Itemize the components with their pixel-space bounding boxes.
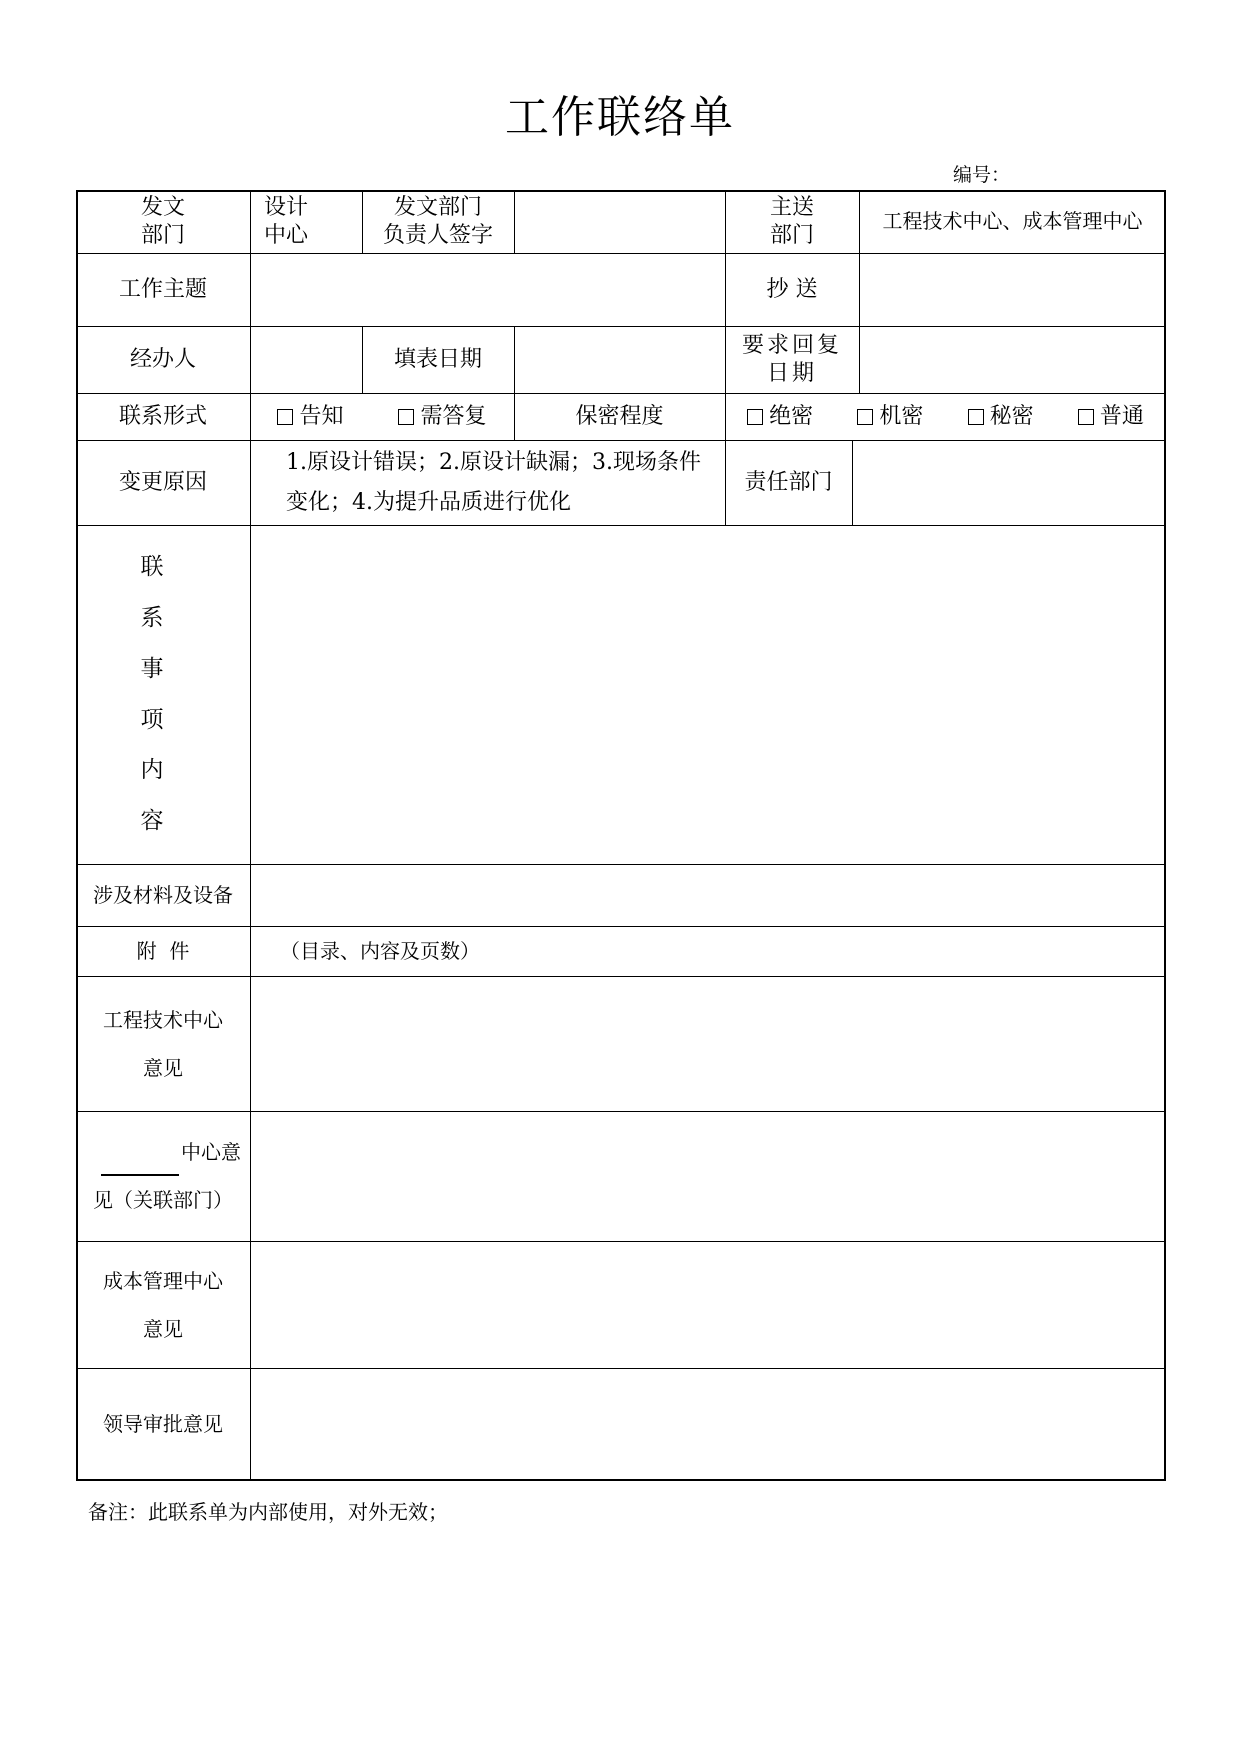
page-title: 工作联络单 [505,92,735,143]
related-center-opinion-field[interactable] [250,1111,1166,1241]
handler-label: 经办人 [129,346,196,372]
change-reason-text: 1.原设计错误；2.原设计缺漏；3.现场条件变化；4.为提升品质进行优化 [286,449,701,515]
reply-date-label: 要求回复 日期 [741,333,842,386]
materials-label: 涉及材料及设备 [93,882,233,907]
leader-approval-label: 领导审批意见 [103,1412,223,1436]
eng-center-opinion-label: 工程技术中心 意见 [103,1007,223,1080]
confidentiality-option-secret[interactable]: 秘密 [968,403,1034,431]
responsible-dept-field[interactable] [852,440,1166,525]
fill-date-label: 填表日期 [393,346,482,372]
responsible-dept-label: 责任部门 [744,469,833,495]
content-label-char: 系 [140,605,164,631]
serial-number-label: 编号： [953,164,1011,186]
content-label-char: 内 [140,757,164,784]
subject-field[interactable] [250,253,725,326]
handler-field[interactable] [250,326,362,393]
checkbox-icon[interactable] [747,409,763,425]
confidentiality-label: 保密程度 [575,403,664,429]
reply-date-field[interactable] [859,326,1166,393]
leader-approval-field[interactable] [250,1368,1166,1481]
content-field[interactable] [250,525,1166,864]
main-recipient-label: 主送 部门 [769,195,814,248]
confidentiality-options [725,393,1166,440]
contact-form-label: 联系形式 [118,403,207,429]
contact-form-options [250,393,514,440]
dept-head-sign-label: 发文部门 负责人签字 [382,195,493,248]
attachment-label: 附 件 [136,938,190,963]
content-label-char: 容 [140,808,164,834]
related-center-opinion-label [76,1111,250,1241]
subject-label: 工作主题 [118,276,207,302]
change-reason-label: 变更原因 [118,469,207,495]
cc-field[interactable] [859,253,1166,326]
cc-label: 抄 送 [766,276,818,302]
cost-center-opinion-field[interactable] [250,1241,1166,1368]
checkbox-icon[interactable] [857,409,873,425]
checkbox-icon[interactable] [277,409,293,425]
confidentiality-option-confidential[interactable]: 机密 [857,403,923,431]
related-center-line1: 中心意 [101,1128,241,1176]
content-label-char: 联 [140,554,164,581]
cost-center-opinion-label: 成本管理中心 意见 [103,1268,223,1341]
content-label [76,525,250,864]
content-label-char: 事 [140,655,164,682]
eng-center-opinion-field[interactable] [250,976,1166,1111]
contact-option-notify[interactable]: 告知 [277,403,343,431]
related-center-line2: 见（关联部门） [93,1188,233,1212]
checkbox-icon[interactable] [968,409,984,425]
blank-fill-line[interactable] [101,1158,179,1176]
checkbox-icon[interactable] [398,409,414,425]
fill-date-field[interactable] [514,326,725,393]
attachment-hint: （目录、内容及页数） [280,938,480,963]
issuing-dept-value: 设计 中心 [264,195,309,248]
main-recipient-value: 工程技术中心、成本管理中心 [882,209,1143,233]
dept-head-sign-field[interactable] [514,190,725,253]
footnote: 备注：此联系单为内部使用，对外无效； [88,1500,448,1524]
checkbox-icon[interactable] [1078,409,1094,425]
confidentiality-option-normal[interactable]: 普通 [1078,403,1144,431]
contact-option-reply[interactable]: 需答复 [398,403,486,431]
issuing-dept-label: 发文 部门 [140,195,185,248]
confidentiality-option-top-secret[interactable]: 绝密 [747,403,813,431]
content-label-char: 项 [140,706,164,733]
materials-field[interactable] [250,864,1166,926]
